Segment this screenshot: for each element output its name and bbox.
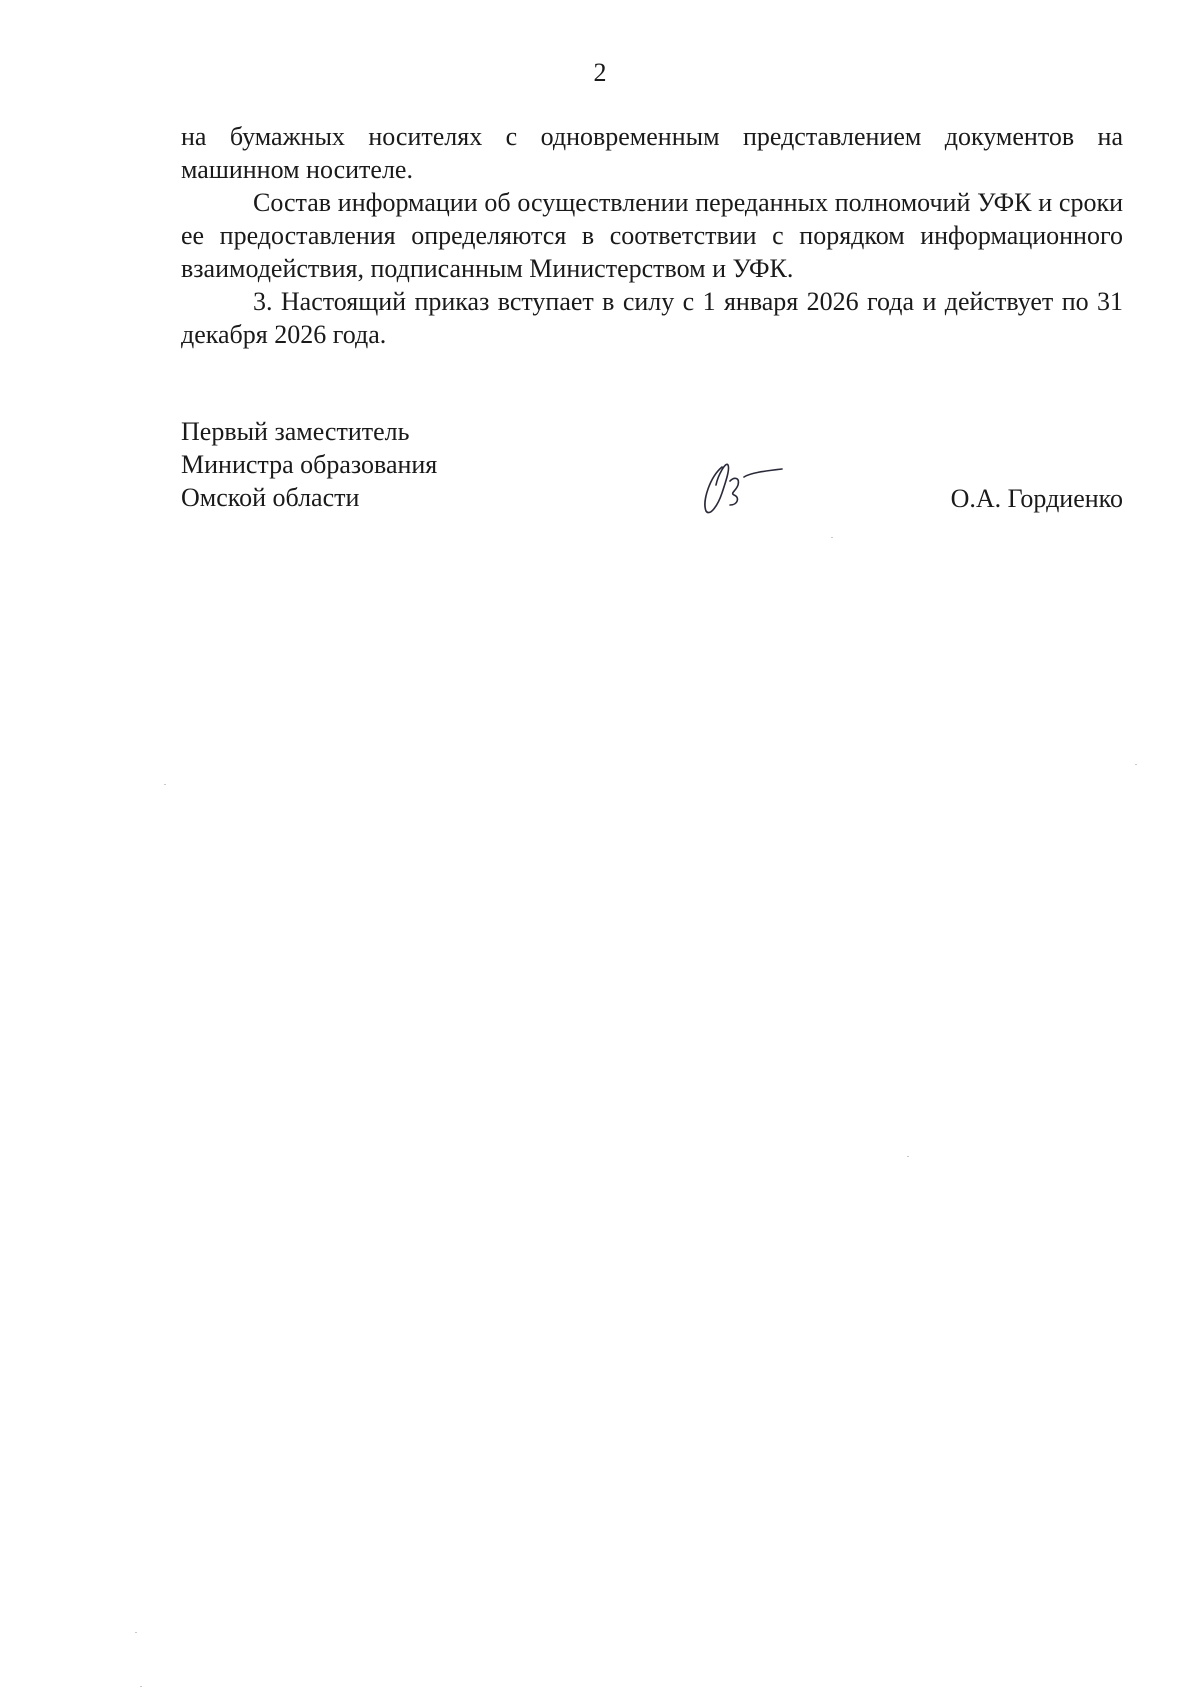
position-line: Первый заместитель [181, 417, 410, 446]
handwritten-signature [700, 455, 800, 517]
scan-speck [831, 537, 833, 538]
position-line: Омской области [181, 483, 360, 512]
signatory-name: О.А. Гордиенко [950, 484, 1123, 513]
scan-speck [907, 1156, 909, 1157]
paragraph-effective-date: 3. Настоящий приказ вступает в силу с 1 января 2026 года и действует по 31 декабря 2026 года. [181, 287, 1123, 349]
scan-speck [135, 1632, 137, 1633]
signatory-position [181, 415, 437, 514]
scan-speck [164, 784, 166, 785]
paragraph-info-composition: Состав информации об осуществлении переданных полномочий УФК и сроки ее предоставления определяются в соответствии с порядком информационного взаимодействия, подписанным Министерством и УФК. [181, 188, 1123, 283]
scan-speck [1135, 764, 1137, 765]
page-number: 2 [593, 58, 607, 87]
paragraph-continuation: на бумажных носителях с одновременным представлением документов на машинном носителе. [181, 122, 1123, 184]
position-line: Министра образования [181, 450, 438, 479]
document-body [181, 120, 1123, 351]
scan-speck [140, 1686, 142, 1687]
